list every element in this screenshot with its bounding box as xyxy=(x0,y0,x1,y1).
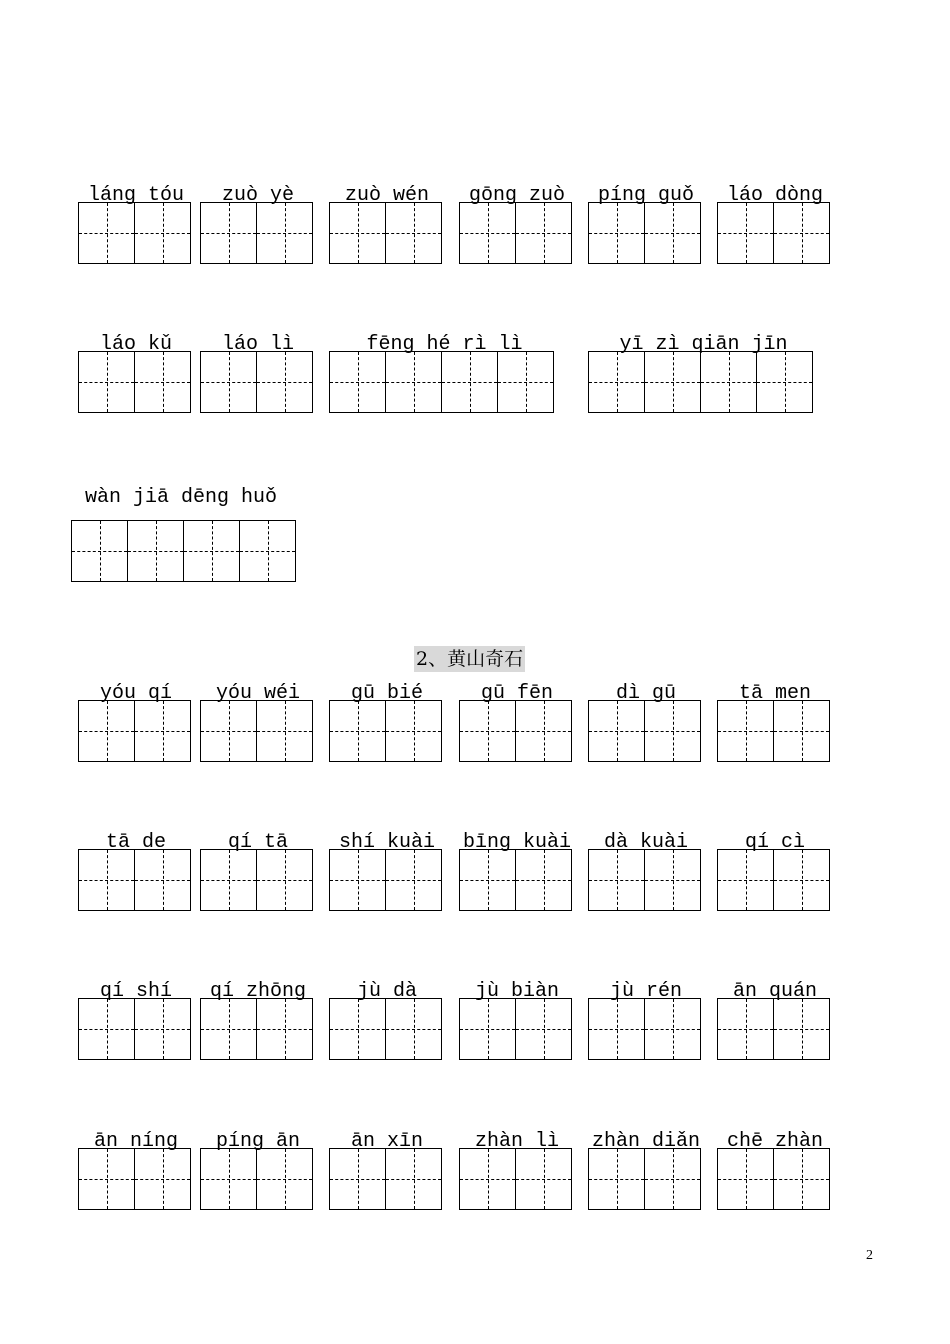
writing-cell[interactable] xyxy=(329,700,386,762)
writing-cell[interactable] xyxy=(200,1148,257,1210)
writing-cell[interactable] xyxy=(459,202,516,264)
writing-cell[interactable] xyxy=(644,1148,701,1210)
pinyin-label: qí shí xyxy=(99,980,172,1003)
word-box-group xyxy=(588,978,704,1068)
pinyin-label: láo kǔ xyxy=(99,333,172,356)
pinyin-row-6 xyxy=(0,978,950,1068)
pinyin-label: píng ān xyxy=(215,1130,300,1153)
writing-cell[interactable] xyxy=(700,351,757,413)
writing-cell[interactable] xyxy=(78,202,135,264)
writing-cell[interactable] xyxy=(773,849,830,911)
pinyin-row-7 xyxy=(0,1128,950,1218)
section-title: 2、黄山奇石 xyxy=(416,648,524,670)
pinyin-label: yóu qí xyxy=(99,682,172,705)
word-box-group xyxy=(200,978,316,1068)
writing-cell[interactable] xyxy=(78,1148,135,1210)
word-box-group xyxy=(588,1128,704,1218)
writing-cell[interactable] xyxy=(134,202,191,264)
word-box-group xyxy=(588,680,704,770)
pinyin-row-4 xyxy=(0,680,950,770)
word-box-group xyxy=(459,680,575,770)
writing-cell[interactable] xyxy=(385,1148,442,1210)
word-box-group xyxy=(459,1128,575,1218)
writing-cell[interactable] xyxy=(459,700,516,762)
writing-cell[interactable] xyxy=(459,849,516,911)
pinyin-label: qí zhōng xyxy=(209,980,306,1003)
word-box-group xyxy=(459,829,575,919)
writing-cell[interactable] xyxy=(134,849,191,911)
word-box-group xyxy=(78,331,194,421)
page-number: 2 xyxy=(866,1248,873,1263)
pinyin-label: yī zì qiān jīn xyxy=(619,333,788,356)
writing-cell[interactable] xyxy=(773,1148,830,1210)
word-box-group xyxy=(200,182,316,272)
word-box-group xyxy=(588,829,704,919)
word-box-group xyxy=(717,829,833,919)
pinyin-row-1 xyxy=(0,182,950,272)
writing-cell[interactable] xyxy=(717,202,774,264)
writing-cell[interactable] xyxy=(385,202,442,264)
pinyin-label: zuò wén xyxy=(344,184,429,207)
writing-cell[interactable] xyxy=(78,700,135,762)
writing-cell[interactable] xyxy=(756,351,813,413)
writing-cell[interactable] xyxy=(134,700,191,762)
writing-cell[interactable] xyxy=(385,998,442,1060)
word-box-group xyxy=(717,978,833,1068)
writing-cell[interactable] xyxy=(515,1148,572,1210)
writing-cell[interactable] xyxy=(773,998,830,1060)
writing-cell[interactable] xyxy=(134,998,191,1060)
word-box-group xyxy=(329,331,560,421)
writing-cell[interactable] xyxy=(515,849,572,911)
writing-cell[interactable] xyxy=(134,351,191,413)
pinyin-label: gōng zuò xyxy=(468,184,565,207)
word-box-group xyxy=(717,182,833,272)
writing-cell[interactable] xyxy=(256,998,313,1060)
writing-cell[interactable] xyxy=(200,998,257,1060)
pinyin-label: zuò yè xyxy=(221,184,294,207)
word-box-group xyxy=(78,680,194,770)
word-box-group xyxy=(78,1128,194,1218)
pinyin-label: chē zhàn xyxy=(726,1130,823,1153)
word-box-group xyxy=(588,182,704,272)
pinyin-label: láo lì xyxy=(221,333,294,356)
pinyin-label: tā de xyxy=(105,831,166,854)
word-box-group xyxy=(329,680,445,770)
pinyin-label: yóu wéi xyxy=(215,682,300,705)
word-box-group xyxy=(459,182,575,272)
writing-cell[interactable] xyxy=(441,351,498,413)
writing-cell[interactable] xyxy=(717,700,774,762)
writing-cell[interactable] xyxy=(588,202,645,264)
writing-cell[interactable] xyxy=(644,202,701,264)
word-box-group xyxy=(200,1128,316,1218)
pinyin-label: qí cì xyxy=(744,831,805,854)
writing-cell[interactable] xyxy=(256,1148,313,1210)
word-box-group xyxy=(71,484,302,574)
pinyin-label: ān xīn xyxy=(350,1130,423,1153)
writing-cell[interactable] xyxy=(588,351,645,413)
pinyin-label: dà kuài xyxy=(603,831,688,854)
writing-cell[interactable] xyxy=(256,351,313,413)
writing-cell[interactable] xyxy=(329,998,386,1060)
writing-cell[interactable] xyxy=(385,351,442,413)
pinyin-label: zhàn diǎn xyxy=(591,1130,701,1153)
pinyin-label: shí kuài xyxy=(338,831,435,854)
pinyin-label: ān níng xyxy=(93,1130,178,1153)
writing-cell[interactable] xyxy=(200,849,257,911)
writing-cell[interactable] xyxy=(385,700,442,762)
writing-cell[interactable] xyxy=(329,202,386,264)
pinyin-label: dì gū xyxy=(615,682,676,705)
word-box-group xyxy=(78,829,194,919)
pinyin-label: píng guǒ xyxy=(597,184,694,207)
pinyin-label: jù rén xyxy=(609,980,682,1003)
writing-cell[interactable] xyxy=(588,700,645,762)
writing-cell[interactable] xyxy=(200,351,257,413)
writing-cell[interactable] xyxy=(515,202,572,264)
pinyin-row-3 xyxy=(0,484,950,574)
writing-cell[interactable] xyxy=(329,351,386,413)
writing-cell[interactable] xyxy=(644,351,701,413)
word-box-group xyxy=(78,978,194,1068)
word-box-group xyxy=(78,182,194,272)
writing-cell[interactable] xyxy=(134,1148,191,1210)
writing-cell[interactable] xyxy=(515,700,572,762)
word-box-group xyxy=(200,331,316,421)
writing-cell[interactable] xyxy=(127,520,184,582)
word-box-group xyxy=(717,1128,833,1218)
pinyin-label: fēng hé rì lì xyxy=(366,333,523,356)
pinyin-label: láng tóu xyxy=(87,184,184,207)
writing-cell[interactable] xyxy=(644,700,701,762)
writing-cell[interactable] xyxy=(256,700,313,762)
writing-cell[interactable] xyxy=(256,849,313,911)
writing-cell[interactable] xyxy=(459,998,516,1060)
writing-cell[interactable] xyxy=(717,849,774,911)
pinyin-label: zhàn lì xyxy=(474,1130,559,1153)
writing-cell[interactable] xyxy=(773,202,830,264)
word-box-group xyxy=(329,1128,445,1218)
writing-cell[interactable] xyxy=(588,849,645,911)
writing-cell[interactable] xyxy=(71,520,128,582)
writing-cell[interactable] xyxy=(773,700,830,762)
word-box-group xyxy=(459,978,575,1068)
pinyin-label: qí tā xyxy=(227,831,288,854)
pinyin-label: láo dòng xyxy=(726,184,823,207)
pinyin-label: gū fēn xyxy=(480,682,553,705)
pinyin-label: wàn jiā dēng huǒ xyxy=(85,486,278,509)
writing-cell[interactable] xyxy=(717,1148,774,1210)
word-box-group xyxy=(588,331,819,421)
writing-cell[interactable] xyxy=(459,1148,516,1210)
writing-cell[interactable] xyxy=(78,351,135,413)
word-box-group xyxy=(200,829,316,919)
writing-cell[interactable] xyxy=(515,998,572,1060)
pinyin-label: jù biàn xyxy=(474,980,559,1003)
writing-cell[interactable] xyxy=(644,998,701,1060)
writing-cell[interactable] xyxy=(256,202,313,264)
writing-cell[interactable] xyxy=(329,849,386,911)
writing-cell[interactable] xyxy=(385,849,442,911)
writing-cell[interactable] xyxy=(588,1148,645,1210)
writing-cell[interactable] xyxy=(644,849,701,911)
writing-cell[interactable] xyxy=(588,998,645,1060)
word-box-group xyxy=(200,680,316,770)
writing-cell[interactable] xyxy=(239,520,296,582)
pinyin-row-5 xyxy=(0,829,950,919)
pinyin-label: jù dà xyxy=(356,980,417,1003)
writing-cell[interactable] xyxy=(78,998,135,1060)
pinyin-label: tā men xyxy=(738,682,811,705)
word-box-group xyxy=(329,182,445,272)
writing-cell[interactable] xyxy=(200,202,257,264)
writing-cell[interactable] xyxy=(329,1148,386,1210)
word-box-group xyxy=(329,978,445,1068)
pinyin-label: gū bié xyxy=(350,682,423,705)
writing-cell[interactable] xyxy=(78,849,135,911)
pinyin-row-2 xyxy=(0,331,950,421)
word-box-group xyxy=(717,680,833,770)
pinyin-label: bīng kuài xyxy=(462,831,572,854)
word-box-group xyxy=(329,829,445,919)
writing-cell[interactable] xyxy=(200,700,257,762)
writing-cell[interactable] xyxy=(183,520,240,582)
pinyin-label: ān quán xyxy=(732,980,817,1003)
writing-cell[interactable] xyxy=(497,351,554,413)
writing-cell[interactable] xyxy=(717,998,774,1060)
